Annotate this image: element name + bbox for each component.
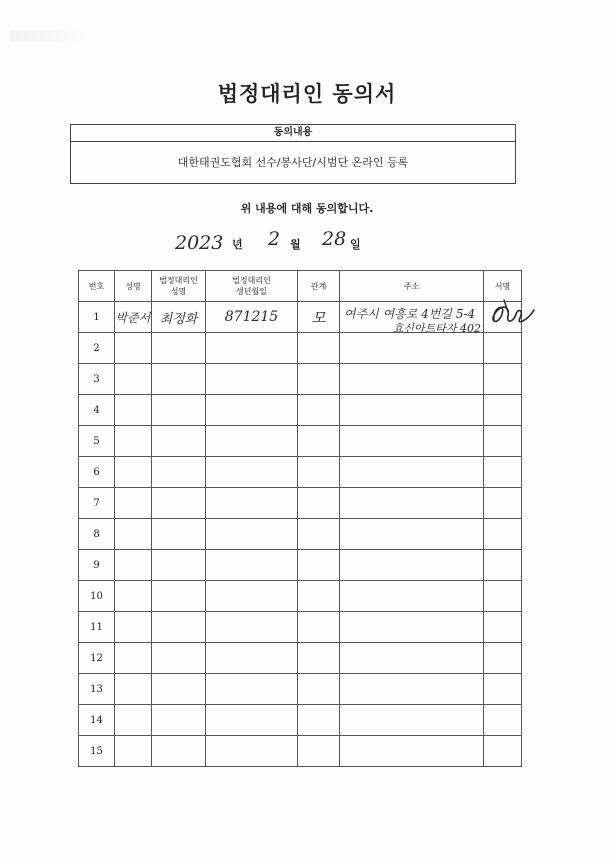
table-row [79,364,522,395]
row-no: 10 [79,581,115,612]
row-no: 8 [79,519,115,550]
table-row [79,736,522,767]
date-month: 2 [268,228,281,250]
row-address [340,302,484,333]
header-signature: 서명 [484,271,522,302]
row-no: 4 [79,395,115,426]
row-no: 6 [79,457,115,488]
row-no: 3 [79,364,115,395]
row-no: 13 [79,674,115,705]
row-no: 11 [79,612,115,643]
table-row [79,643,522,674]
signature-scribble [484,296,536,332]
row-no: 2 [79,333,115,364]
header-guardian-name: 법정대리인 성명 [152,271,206,302]
table-row [79,426,522,457]
header-no: 번호 [79,271,115,302]
header-name: 성명 [115,271,152,302]
header-relation: 관계 [298,271,340,302]
table-row [79,581,522,612]
header-guardian-birth: 법정대리인 생년월일 [206,271,298,302]
address-line2: 효신아트타자 402 [392,322,481,335]
row-signature [484,302,522,333]
row-no: 1 [79,302,115,333]
row-no: 12 [79,643,115,674]
date-year: 2023 [175,232,224,254]
table-header-row [79,271,522,302]
document-title: 법정대리인 동의서 [217,82,397,106]
registration-table [78,270,522,767]
date-month-unit: 월 [290,238,301,251]
table-row [79,488,522,519]
address-line1: 여주시 여흥로 4번길 5-4 [344,307,476,321]
row-no: 14 [79,705,115,736]
date-row [0,228,614,258]
row-no: 15 [79,736,115,767]
table-row [79,705,522,736]
agree-statement: 위 내용에 대해 동의합니다. [240,202,374,215]
date-day-unit: 일 [350,238,361,251]
table-row [79,302,522,333]
table-row [79,457,522,488]
table-row [79,333,522,364]
header-address: 주소 [340,271,484,302]
row-guardian-name: 최정화 [152,302,206,333]
row-no: 9 [79,550,115,581]
table-row [79,674,522,705]
scan-artifact [10,30,90,42]
row-relation: 모 [298,302,340,333]
consent-body: 대한태권도협회 선수/봉사단/시범단 온라인 등록 [177,156,409,169]
date-year-unit: 년 [232,238,243,251]
date-day: 28 [322,228,347,250]
consent-header: 동의내용 [71,125,515,142]
table-row [79,395,522,426]
row-guardian-birth: 871215 [206,302,298,333]
table-row [79,550,522,581]
consent-box [70,124,516,184]
table-row [79,612,522,643]
table-row [79,519,522,550]
row-no: 7 [79,488,115,519]
row-no: 5 [79,426,115,457]
row-name: 박준서 [115,302,152,333]
